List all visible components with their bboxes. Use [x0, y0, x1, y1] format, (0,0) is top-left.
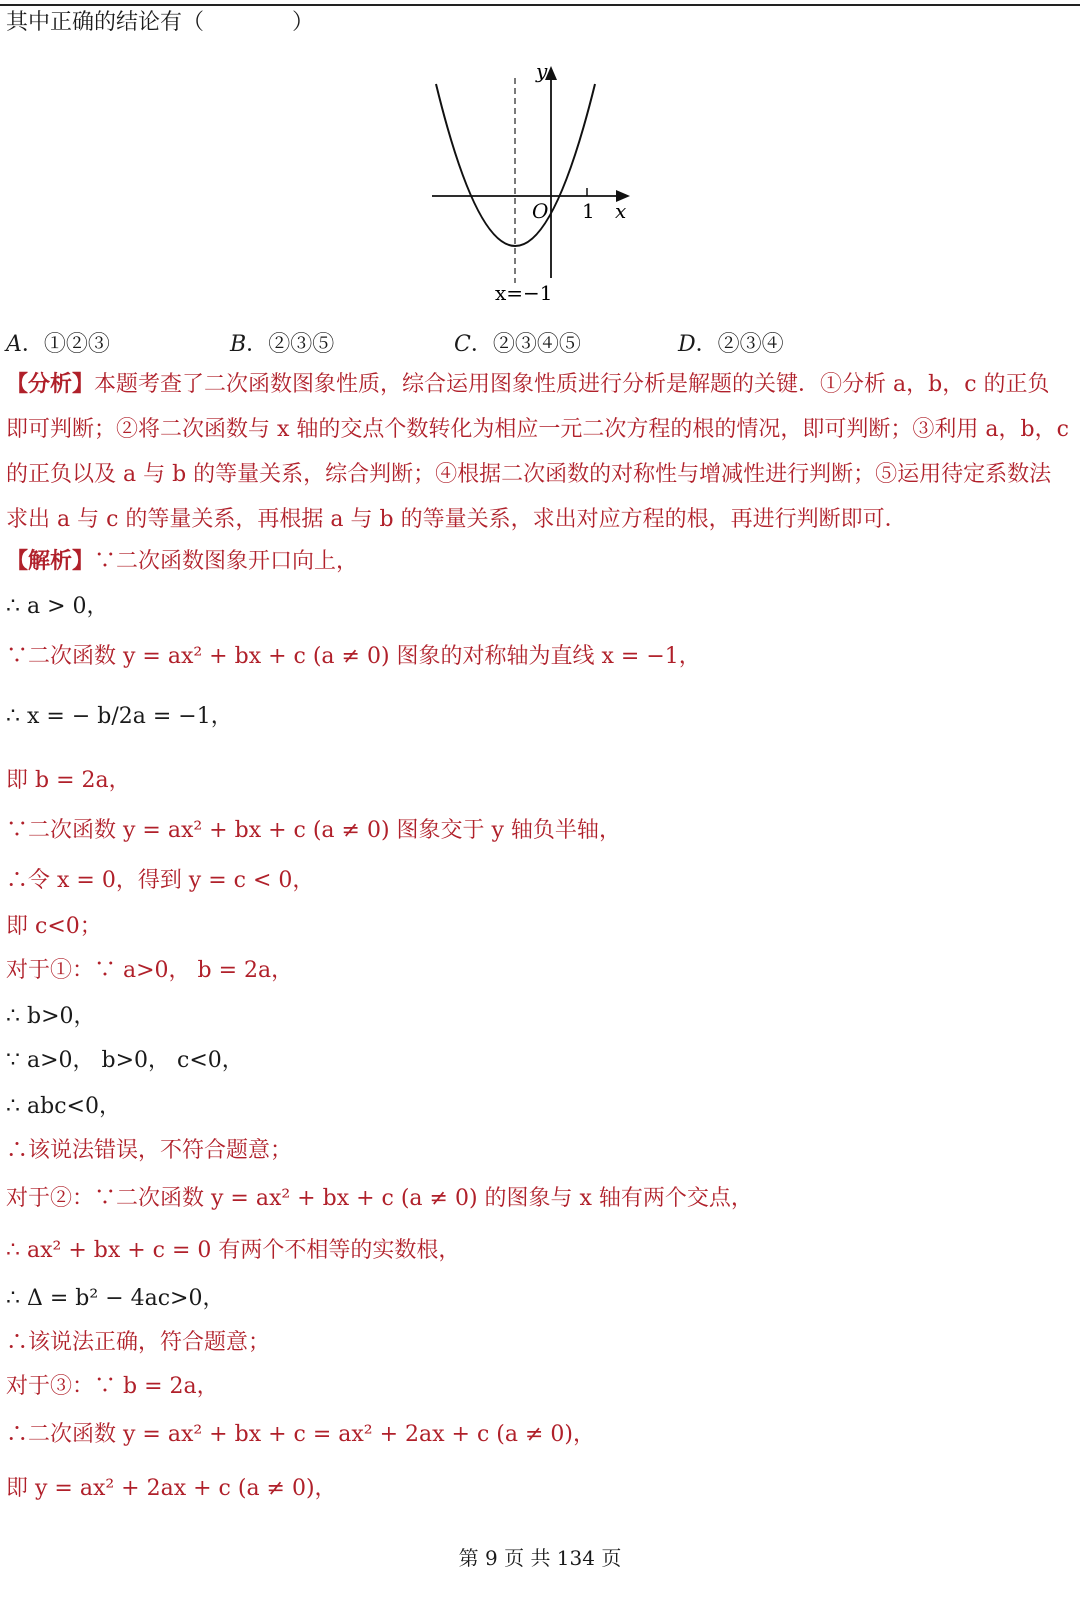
- option-b-letter: B: [230, 332, 247, 357]
- x-axis-label: x: [615, 199, 627, 223]
- solution-line-1: [6, 546, 358, 577]
- option-c-text: ②③④⑤: [492, 332, 581, 357]
- solution-line-2: ∴ a > 0，: [6, 594, 109, 619]
- solution-line-12: ∴ abc<0，: [6, 1094, 121, 1119]
- option-b-text: ②③⑤: [268, 332, 335, 357]
- y-axis-label: y: [536, 59, 548, 83]
- option-d-text: ②③④: [717, 332, 784, 357]
- solution-line-10: ∴ b>0，: [6, 1004, 96, 1029]
- option-d: D．②③④: [678, 332, 784, 357]
- solution-line-3: ∵二次函数 y = ax² + bx + c (a ≠ 0) 图象的对称轴为直线 x = −1，: [6, 644, 701, 669]
- option-a-letter: A: [6, 332, 22, 357]
- solution-line-19: ∴二次函数 y = ax² + bx + c = ax² + 2ax + c (a ≠ 0)，: [6, 1422, 595, 1447]
- question-stem: 其中正确的结论有（ ）: [6, 10, 315, 35]
- origin-label: O: [532, 199, 549, 223]
- analysis-paragraph: [6, 362, 1070, 542]
- solution-line-13: ∴该说法错误，不符合题意；: [6, 1138, 293, 1163]
- solution-line-4: ∴ x = − b/2a = −1，: [6, 704, 233, 729]
- solution-line-14: 对于②：∵二次函数 y = ax² + bx + c (a ≠ 0) 的图象与 x 轴有两个交点，: [6, 1186, 753, 1211]
- solution-line-6: ∵二次函数 y = ax² + bx + c (a ≠ 0) 图象交于 y 轴负半轴，: [6, 818, 621, 843]
- page-footer: 第 9 页 共 134 页: [458, 1546, 622, 1570]
- parabola-graph: [420, 58, 650, 308]
- solution-line-16: ∴ Δ = b² − 4ac>0，: [6, 1286, 225, 1311]
- solution-line-18: 对于③：∵ b = 2a，: [6, 1374, 219, 1399]
- solution-line-8: 即 c<0；: [6, 914, 102, 939]
- option-d-letter: D: [678, 332, 696, 357]
- option-c: C．②③④⑤: [454, 332, 581, 357]
- symmetry-axis-label: x=−1: [495, 281, 553, 305]
- tick-label-1: 1: [582, 199, 595, 223]
- solution-line-15: ∴ ax² + bx + c = 0 有两个不相等的实数根，: [6, 1238, 461, 1263]
- solution-line-1-text: ∵二次函数图象开口向上，: [94, 549, 359, 574]
- solution-tag: 【解析】: [6, 548, 95, 574]
- option-b: B．②③⑤: [230, 332, 335, 357]
- analysis-text: 本题考查了二次函数图象性质，综合运用图象性质进行分析是解题的关键．①分析 a，b，c 的正负即可判断；②将二次函数与 x 轴的交点个数转化为相应一元二次方程的根的情况，即可判断；③利用 a，b，c 的正负以及 a 与 b 的等量关系，综合判断；④根据二次函数的对称性与增减性进行判断；⑤运用待定系数法求出 a 与 c 的等量关系，再根据 a 与 b 的等量关系，求出对应方程的根，再进行判断即可．: [6, 372, 1069, 532]
- solution-line-17: ∴该说法正确，符合题意；: [6, 1330, 271, 1355]
- top-rule: [0, 4, 1080, 6]
- solution-line-20: 即 y = ax² + 2ax + c (a ≠ 0)，: [6, 1476, 337, 1501]
- solution-line-7: ∴令 x = 0，得到 y = c < 0，: [6, 868, 315, 893]
- solution-line-5: 即 b = 2a，: [6, 768, 131, 793]
- option-a-text: ①②③: [43, 332, 110, 357]
- solution-line-11: ∵ a>0， b>0， c<0，: [6, 1048, 244, 1073]
- analysis-tag: 【分析】: [6, 371, 95, 397]
- option-c-letter: C: [454, 332, 471, 357]
- option-a: A．①②③: [6, 332, 110, 357]
- solution-line-9: 对于①：∵ a>0， b = 2a，: [6, 958, 294, 983]
